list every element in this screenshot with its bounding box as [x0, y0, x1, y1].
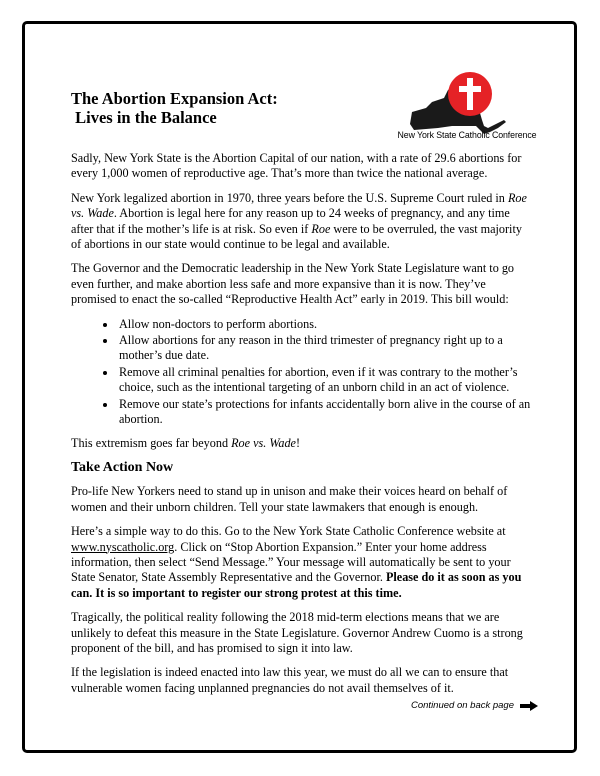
organization-name: New York State Catholic Conference	[397, 130, 537, 140]
continued-text: Continued on back page	[411, 700, 514, 711]
continued-note	[411, 700, 538, 711]
title-line-1: The Abortion Expansion Act:	[71, 89, 278, 108]
paragraph-legal-history: New York legalized abortion in 1970, three years before the U.S. Supreme Court ruled in Roe vs. Wade. Abortion is legal here for any reason up to 24 weeks of pregnancy, and any time after that if the mother’s life is at risk. So even if Roe were to be overruled, the vast majority of abortions in our state would continue to be legal and available.	[71, 190, 527, 252]
list-item: • Allow abortions for any reason in the third trimester of pregnancy right up to a mother’s due date.	[117, 333, 533, 364]
cross-vertical	[467, 78, 473, 110]
paragraph-instructions: Here’s a simple way to do this. Go to the New York State Catholic Conference website at www.nyscatholic.org. Click on “Stop Abortion Expansion.” Enter your home address information, then select “Send Message.” Your message will automatically be sent to your State Senator, State Assembly Representative and the Governor. Please do it as soon as you can. It is so important to register our strong protest at this time.	[71, 524, 522, 600]
paragraph-pro-life: Pro-life New Yorkers need to stand up in unison and make their voices heard on behalf of women and their unborn children. Tell your state lawmakers that enough is enough.	[71, 484, 508, 514]
website-link[interactable]: www.nyscatholic.org	[71, 539, 175, 554]
paragraph-extremism: This extremism goes far beyond Roe vs. Wade!	[71, 435, 301, 450]
list-item: • Remove our state’s protections for infants accidentally born alive in the course of an abortion.	[117, 397, 533, 428]
bill-provisions-list	[71, 317, 533, 428]
list-item: • Remove all criminal penalties for abortion, even if it was contrary to the mother’s choice, such as the intentional targeting of an unborn child in an act of violence.	[117, 365, 533, 396]
section-heading-take-action: Take Action Now	[71, 459, 174, 475]
document-body	[71, 151, 533, 705]
right-arrow-icon	[520, 701, 538, 711]
page-title	[71, 89, 351, 127]
title-line-2: Lives in the Balance	[71, 108, 217, 127]
paragraph-ensure: If the legislation is indeed enacted into law this year, we must do all we can to ensure that vulnerable women facing unplanned pregnancies do not avail themselves of it.	[71, 665, 509, 695]
cross-horizontal	[459, 86, 481, 92]
paragraph-capital: Sadly, New York State is the Abortion Capital of our nation, with a rate of 29.6 abortions for every 1,000 women of reproductive age. That’s more than twice the national average.	[71, 151, 522, 181]
list-item: • Allow non-doctors to perform abortions.	[117, 317, 533, 332]
paragraph-political-reality: Tragically, the political reality following the 2018 mid-term elections means that we are unlikely to defeat this measure in the State Legislature. Governor Andrew Cuomo is a strong proponent of the bill, and has promised to sign it into law.	[71, 610, 523, 655]
paragraph-governor: The Governor and the Democratic leadership in the New York State Legislature want to go even further, and make abortion less safe and more expansive than it is now. They’ve promised to enact the so-called “Reproductive Health Act” early in 2019. This bill would:	[71, 261, 515, 307]
